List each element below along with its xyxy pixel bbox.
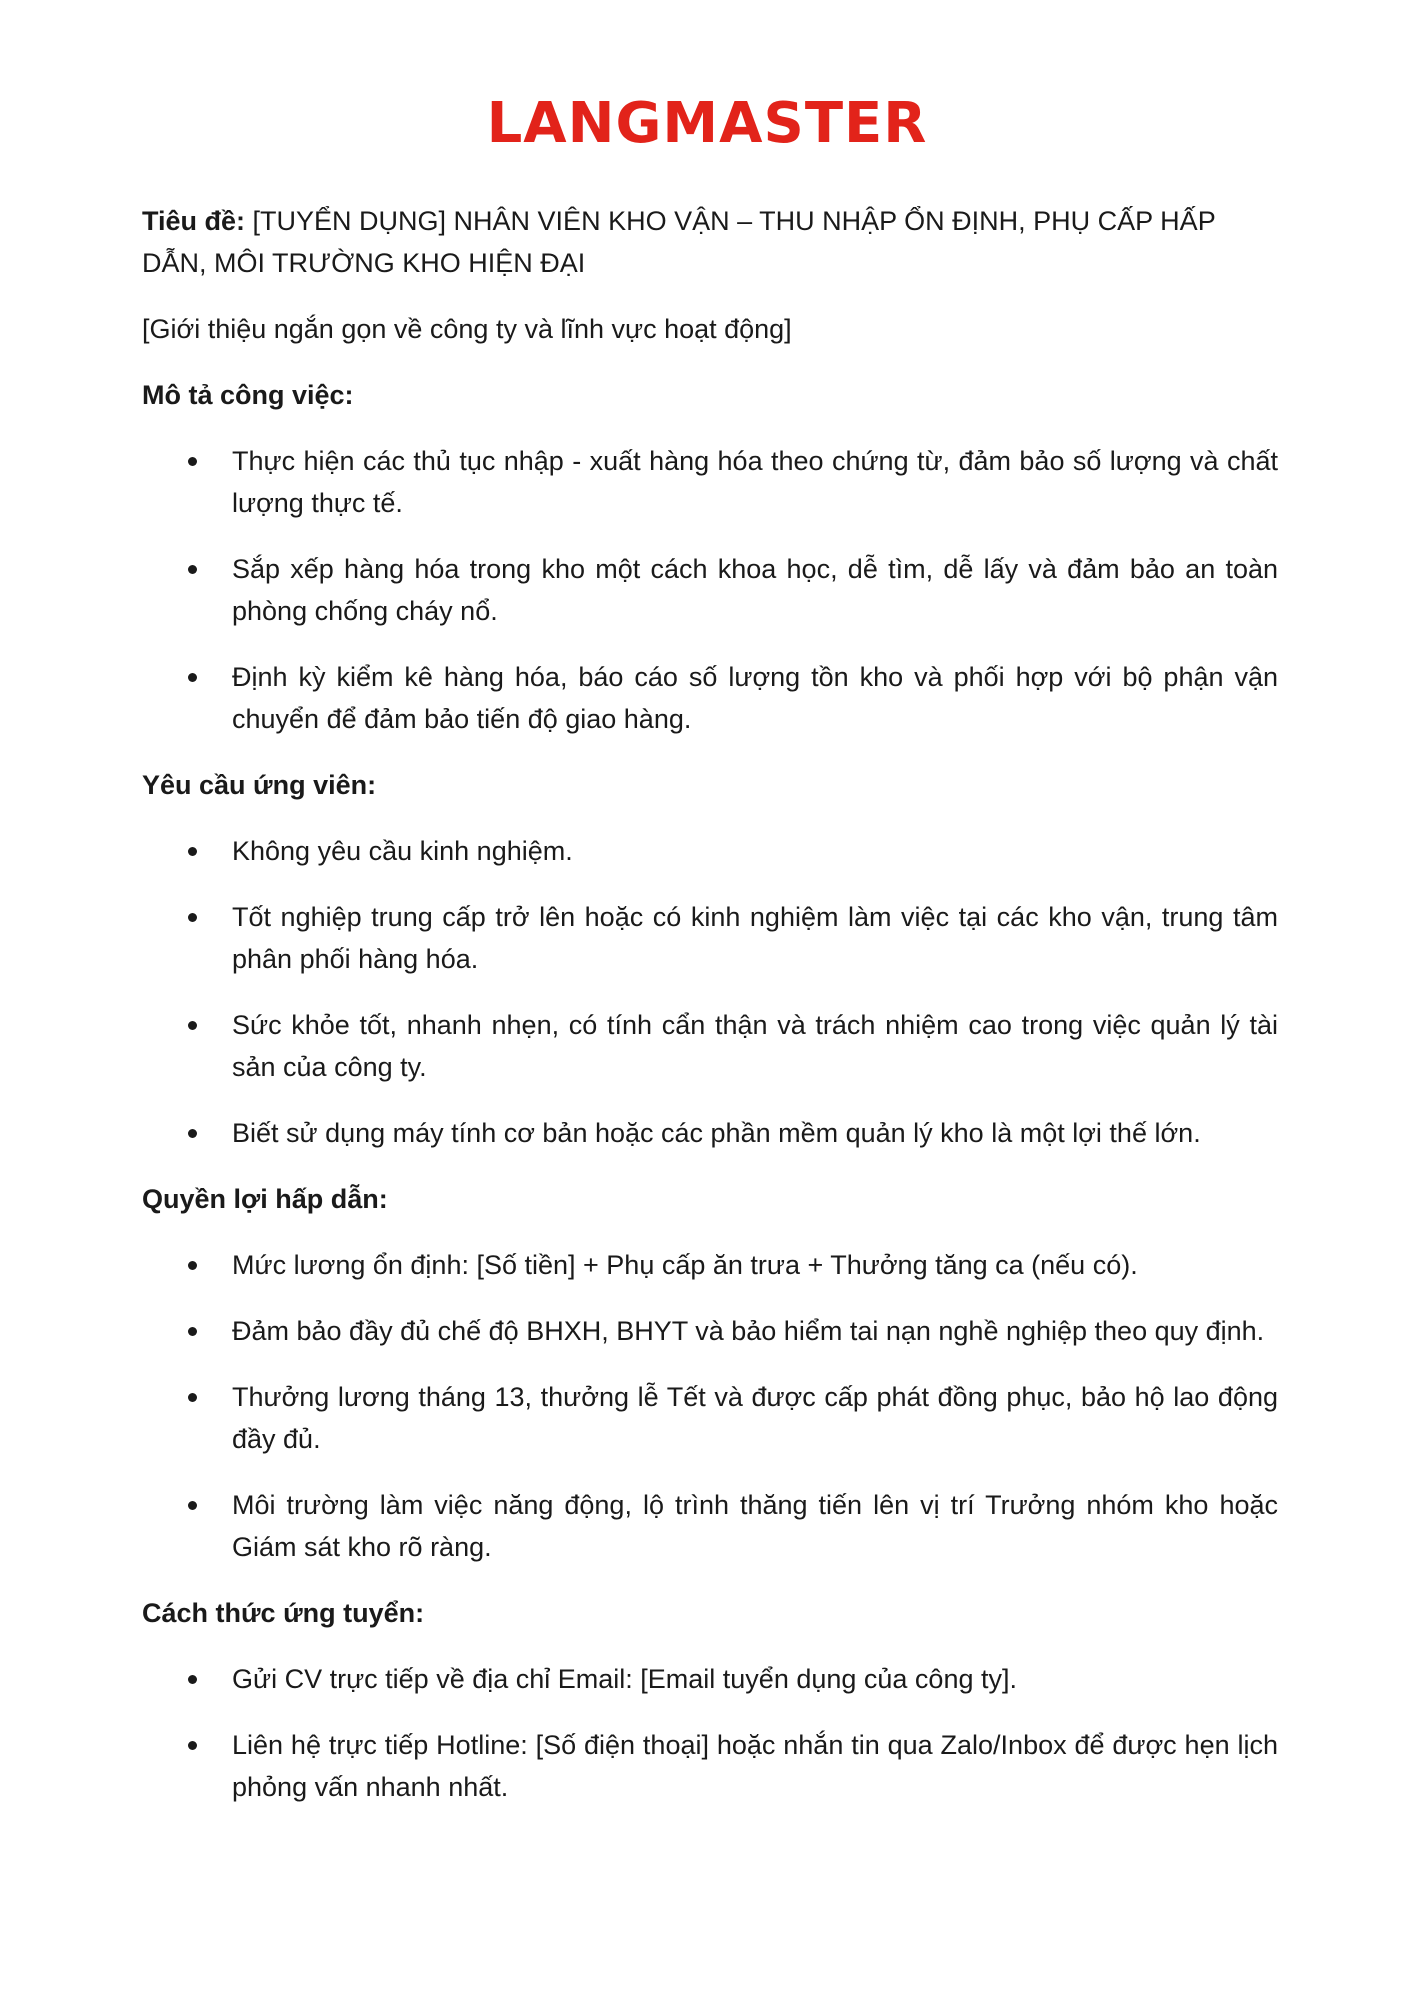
bullet-item <box>142 896 1278 980</box>
how-to-apply-section <box>142 1592 1278 1808</box>
bullet-dot-icon <box>188 1261 197 1270</box>
benefits-section <box>142 1178 1278 1568</box>
bullet-text: Liên hệ trực tiếp Hotline: [Số điện thoại] hoặc nhắn tin qua Zalo/Inbox để được hẹn lịch phỏng vấn nhanh nhất. <box>232 1730 1278 1802</box>
bullet-text: Thực hiện các thủ tục nhập - xuất hàng hóa theo chứng từ, đảm bảo số lượng và chất lượng thực tế. <box>232 446 1278 518</box>
bullet-item <box>142 1658 1278 1700</box>
job-title <box>142 200 1278 284</box>
bullet-text: Thưởng lương tháng 13, thưởng lễ Tết và được cấp phát đồng phục, bảo hộ lao động đầy đủ. <box>232 1382 1278 1454</box>
bullet-item <box>142 1244 1278 1286</box>
bullet-item <box>142 1004 1278 1088</box>
bullet-item <box>142 1724 1278 1808</box>
bullet-list <box>142 830 1278 1154</box>
bullet-item <box>142 1484 1278 1568</box>
bullet-text: Môi trường làm việc năng động, lộ trình thăng tiến lên vị trí Trưởng nhóm kho hoặc Giám sát kho rõ ràng. <box>232 1490 1278 1562</box>
title-label: Tiêu đề: <box>142 206 246 236</box>
bullet-text: Sắp xếp hàng hóa trong kho một cách khoa học, dễ tìm, dễ lấy và đảm bảo an toàn phòng chống cháy nổ. <box>232 554 1278 626</box>
bullet-dot-icon <box>188 673 197 682</box>
section-heading: Yêu cầu ứng viên: <box>142 770 377 800</box>
bullet-dot-icon <box>188 913 197 922</box>
sections-container <box>142 374 1278 1808</box>
bullet-item <box>142 548 1278 632</box>
bullet-item <box>142 1112 1278 1154</box>
job-description-section <box>142 374 1278 740</box>
document-body <box>142 200 1278 1832</box>
bullet-dot-icon <box>188 457 197 466</box>
bullet-dot-icon <box>188 847 197 856</box>
bullet-list <box>142 440 1278 740</box>
bullet-list <box>142 1658 1278 1808</box>
bullet-dot-icon <box>188 1129 197 1138</box>
bullet-text: Gửi CV trực tiếp về địa chỉ Email: [Email tuyển dụng của công ty]. <box>232 1664 1017 1694</box>
bullet-dot-icon <box>188 1675 197 1684</box>
bullet-item <box>142 1376 1278 1460</box>
bullet-text: Mức lương ổn định: [Số tiền] + Phụ cấp ăn trưa + Thưởng tăng ca (nếu có). <box>232 1250 1138 1280</box>
candidate-requirements-section <box>142 764 1278 1154</box>
section-heading: Cách thức ứng tuyển: <box>142 1598 425 1628</box>
bullet-dot-icon <box>188 1327 197 1336</box>
bullet-dot-icon <box>188 1393 197 1402</box>
section-heading: Quyền lợi hấp dẫn: <box>142 1184 388 1214</box>
company-intro: [Giới thiệu ngắn gọn về công ty và lĩnh vực hoạt động] <box>142 314 792 344</box>
section-heading: Mô tả công việc: <box>142 380 354 410</box>
bullet-list <box>142 1244 1278 1568</box>
bullet-text: Định kỳ kiểm kê hàng hóa, báo cáo số lượng tồn kho và phối hợp với bộ phận vận chuyển để đảm bảo tiến độ giao hàng. <box>232 662 1278 734</box>
bullet-text: Biết sử dụng máy tính cơ bản hoặc các phần mềm quản lý kho là một lợi thế lớn. <box>232 1118 1201 1148</box>
bullet-dot-icon <box>188 1501 197 1510</box>
bullet-text: Sức khỏe tốt, nhanh nhẹn, có tính cẩn thận và trách nhiệm cao trong việc quản lý tài sản của công ty. <box>232 1010 1278 1082</box>
bullet-text: Đảm bảo đầy đủ chế độ BHXH, BHYT và bảo hiểm tai nạn nghề nghiệp theo quy định. <box>232 1316 1265 1346</box>
bullet-item <box>142 1310 1278 1352</box>
langmaster-logo: LANGMASTER <box>486 91 928 156</box>
bullet-text: Không yêu cầu kinh nghiệm. <box>232 836 573 866</box>
bullet-item <box>142 656 1278 740</box>
bullet-item <box>142 440 1278 524</box>
bullet-text: Tốt nghiệp trung cấp trở lên hoặc có kinh nghiệm làm việc tại các kho vận, trung tâm phân phối hàng hóa. <box>232 902 1278 974</box>
bullet-dot-icon <box>188 1021 197 1030</box>
bullet-item <box>142 830 1278 872</box>
bullet-dot-icon <box>188 565 197 574</box>
bullet-dot-icon <box>188 1741 197 1750</box>
title-text: [TUYỂN DỤNG] NHÂN VIÊN KHO VẬN – THU NHẬP ỔN ĐỊNH, PHỤ CẤP HẤP DẪN, MÔI TRƯỜNG KHO HIỆN ĐẠI <box>142 206 1216 278</box>
